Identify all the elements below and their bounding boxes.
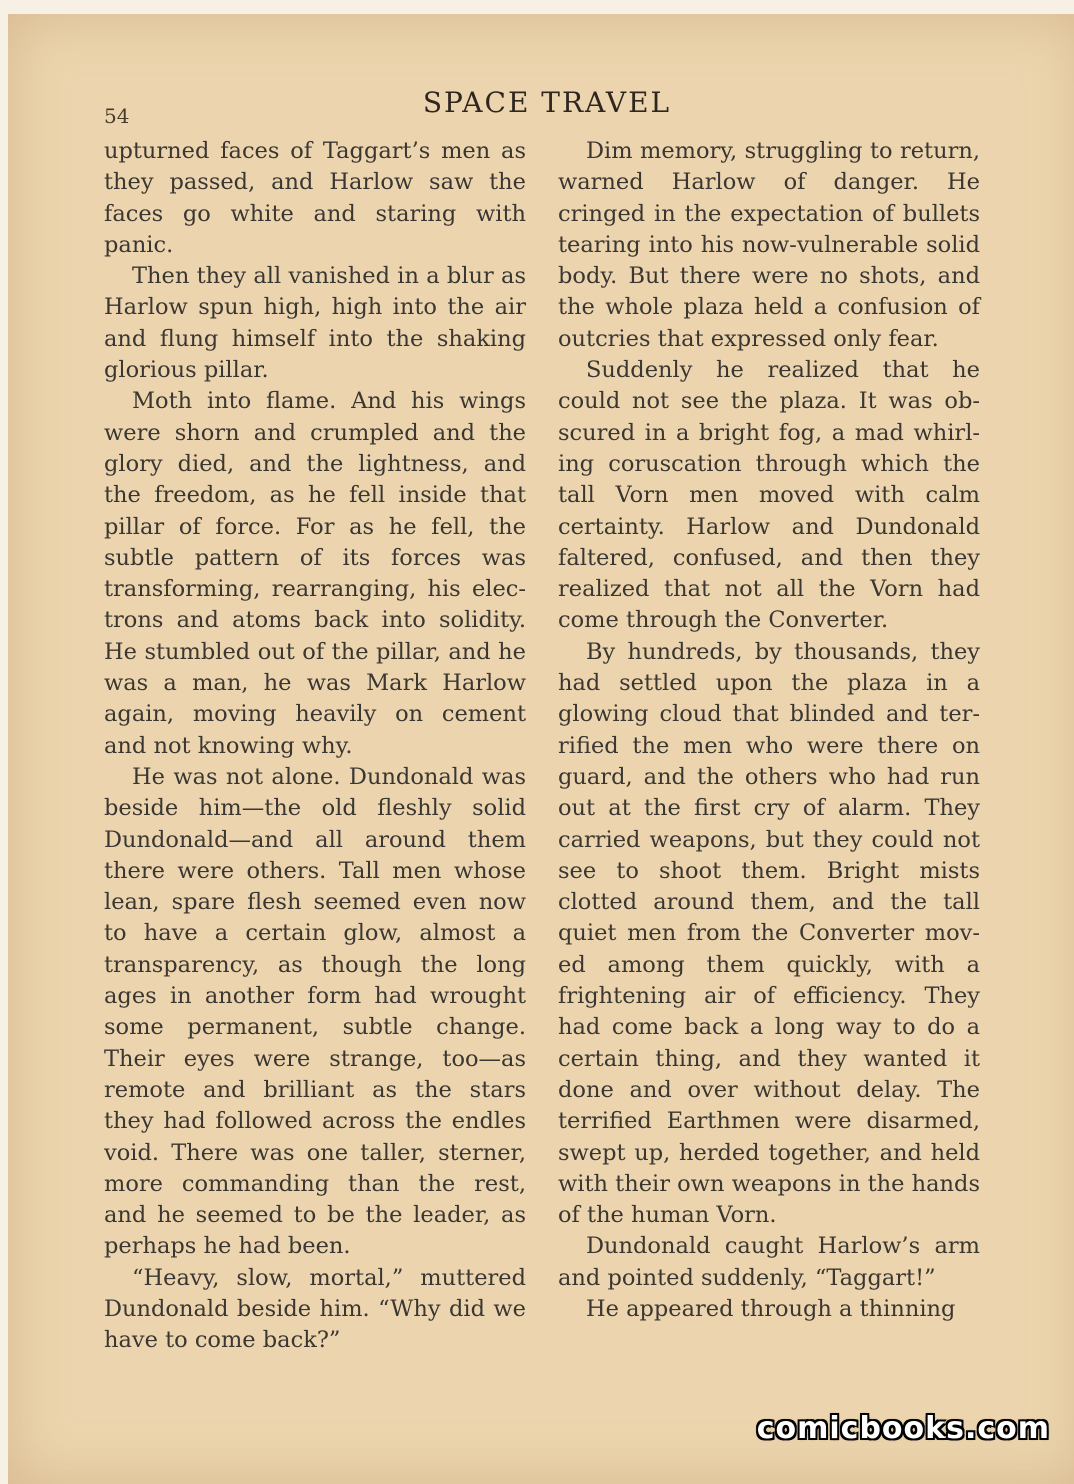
page-number: 54: [104, 104, 129, 128]
running-head-title: SPACE TRAVEL: [8, 86, 1074, 119]
paragraph: Dundonald caught Harlow’s arm and pointed suddenly, “Taggart!”: [558, 1231, 980, 1294]
site-watermark: comicbooks.com: [757, 1411, 1050, 1446]
paragraph: Then they all vanished in a blur as Harlow spun high, high into the air and flung himself into the shaking glorious pillar.: [104, 261, 526, 386]
paragraph: Suddenly he realized that he could not see the plaza. It was obscured in a bright fog, a mad whirling coruscation through which the tall Vorn men moved with calm certainty. Harlow and Dundonald faltered, confused, and then they realized that not all the Vorn had come through the Converter.: [558, 355, 980, 637]
paragraph: He appeared through a thinning: [558, 1294, 980, 1325]
paragraph: upturned faces of Taggart’s men as they passed, and Harlow saw the faces go white and staring with panic.: [104, 136, 526, 261]
right-text-column: [558, 136, 980, 1325]
left-text-column: [104, 136, 526, 1357]
paragraph: He was not alone. Dundonald was beside him—the old fleshly solid Dundonald—and all around them there were others. Tall men whose lean, spare flesh seemed even now to have a certain glow, almost a transparency, as though the long ages in another form had wrought some permanent, subtle change. Their eyes were strange, too—as remote and brilliant as the stars they had followed across the endles void. There was one taller, sterner, more commanding than the rest, and he seemed to be the leader, as perhaps he had been.: [104, 762, 526, 1263]
paragraph: By hundreds, by thousands, they had settled upon the plaza in a glowing cloud that blinded and terrified the men who were there on guard, and the others who had run out at the first cry of alarm. They carried weapons, but they could not see to shoot them. Bright mists clotted around them, and the tall quiet men from the Converter moved among them quickly, with a frightening air of efficiency. They had come back a long way to do a certain thing, and they wanted it done and over without delay. The terrified Earthmen were disarmed, swept up, herded together, and held with their own weapons in the hands of the human Vorn.: [558, 637, 980, 1232]
book-page: [8, 14, 1074, 1484]
paragraph: Moth into flame. And his wings were shorn and crumpled and the glory died, and the lightness, and the freedom, as he fell inside that pillar of force. For as he fell, the subtle pattern of its forces was transforming, rearranging, his electrons and atoms back into solidity. He stumbled out of the pillar, and he was a man, he was Mark Harlow again, moving heavily on cement and not knowing why.: [104, 386, 526, 762]
paragraph: “Heavy, slow, mortal,” muttered Dundonald beside him. “Why did we have to come back?”: [104, 1263, 526, 1357]
page-header: [8, 86, 1074, 126]
paragraph: Dim memory, struggling to return, warned Harlow of danger. He cringed in the expectation of bullets tearing into his now-vulnerable solid body. But there were no shots, and the whole plaza held a confusion of outcries that expressed only fear.: [558, 136, 980, 355]
